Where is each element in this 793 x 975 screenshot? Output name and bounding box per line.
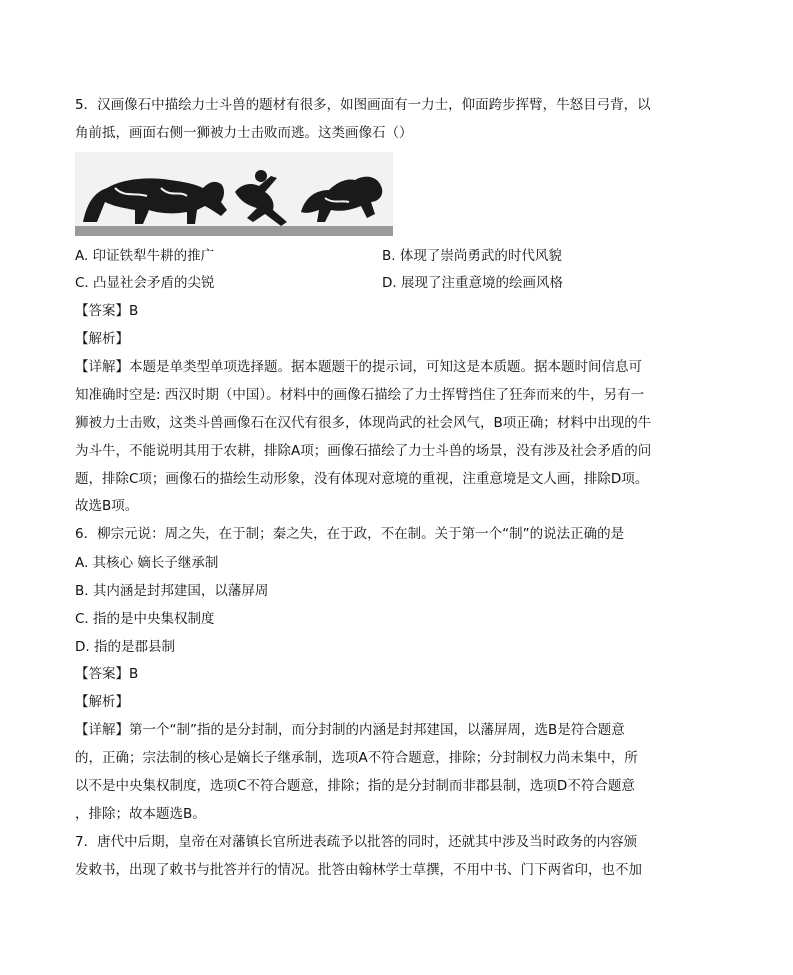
q6-stem: 6．柳宗元说：周之失，在于制；秦之失，在于政，不在制。关于第一个“制”的说法正确的是 [75, 526, 625, 542]
q5-option-a: A. 印证铁犁牛耕的推广 [75, 248, 215, 264]
q7-stem-line-1: 7．唐代中后期，皇帝在对藩镇长官所进表疏予以批答的同时，还就其中涉及当时政务的内容颁 [75, 834, 638, 850]
q6-option-b: B. 其内涵是封邦建国，以藩屏周 [75, 583, 269, 599]
stone-relief-image [75, 152, 393, 236]
q5-analysis-label: 【解析】 [75, 331, 129, 347]
q5-option-b: B. 体现了崇尚勇武的时代风貌 [382, 248, 562, 264]
q6-detail-line-1: 【详解】第一个“制”指的是分封制，而分封制的内涵是封邦建国，以藩屏周，选B是符合题意 [75, 722, 625, 738]
q5-detail-line-4: 为斗牛，不能说明其用于农耕，排除A项；画像石描绘了力士斗兽的场景，没有涉及社会矛盾的问 [75, 443, 652, 459]
q6-detail-line-2: 的，正确；宗法制的核心是嫡长子继承制，选项A不符合题意，排除；分封制权力尚未集中，所 [75, 750, 638, 766]
q6-option-d: D. 指的是郡县制 [75, 639, 175, 655]
q5-answer: 【答案】B [75, 303, 139, 319]
q7-stem-line-2: 发敕书，出现了敕书与批答并行的情况。批答由翰林学士草撰，不用中书、门下两省印，也不加 [75, 862, 642, 878]
q6-answer: 【答案】B [75, 666, 139, 682]
q5-option-d: D. 展现了注重意境的绘画风格 [382, 275, 563, 291]
q6-detail-line-4: ，排除；故本题选B。 [75, 806, 206, 822]
q6-option-c: C. 指的是中央集权制度 [75, 611, 215, 627]
q5-detail-line-2: 知准确时空是: 西汉时期（中国）。材料中的画像石描绘了力士挥臂挡住了狂奔而来的牛，另有一 [75, 387, 645, 403]
stone-relief-illustration [75, 152, 393, 236]
q5-option-c: C. 凸显社会矛盾的尖锐 [75, 275, 215, 291]
q6-option-a: A. 其核心 嫡长子继承制 [75, 555, 219, 571]
q5-detail-line-6: 故选B项。 [75, 498, 139, 514]
q5-stem-line-1: 5．汉画像石中描绘力士斗兽的题材有很多，如图画面有一力士，仰面跨步挥臂，牛怒目弓背，以 [75, 97, 651, 113]
q5-stem-line-2: 角前抵，画面右侧一狮被力士击败而逃。这类画像石（） [75, 125, 413, 141]
q5-detail-line-3: 狮被力士击败，这类斗兽画像石在汉代有很多，体现尚武的社会风气，B项正确；材料中出现的牛 [75, 415, 652, 431]
q6-detail-line-3: 以不是中央集权制度，选项C不符合题意，排除；指的是分封制而非郡县制，选项D不符合题意 [75, 778, 635, 794]
q5-detail-line-1: 【详解】本题是单类型单项选择题。据本题题干的提示词，可知这是本质题。据本题时间信息可 [75, 359, 642, 375]
q6-analysis-label: 【解析】 [75, 694, 129, 710]
q5-detail-line-5: 题，排除C项；画像石的描绘生动形象，没有体现对意境的重视，注重意境是文人画，排除D项。 [75, 471, 649, 487]
